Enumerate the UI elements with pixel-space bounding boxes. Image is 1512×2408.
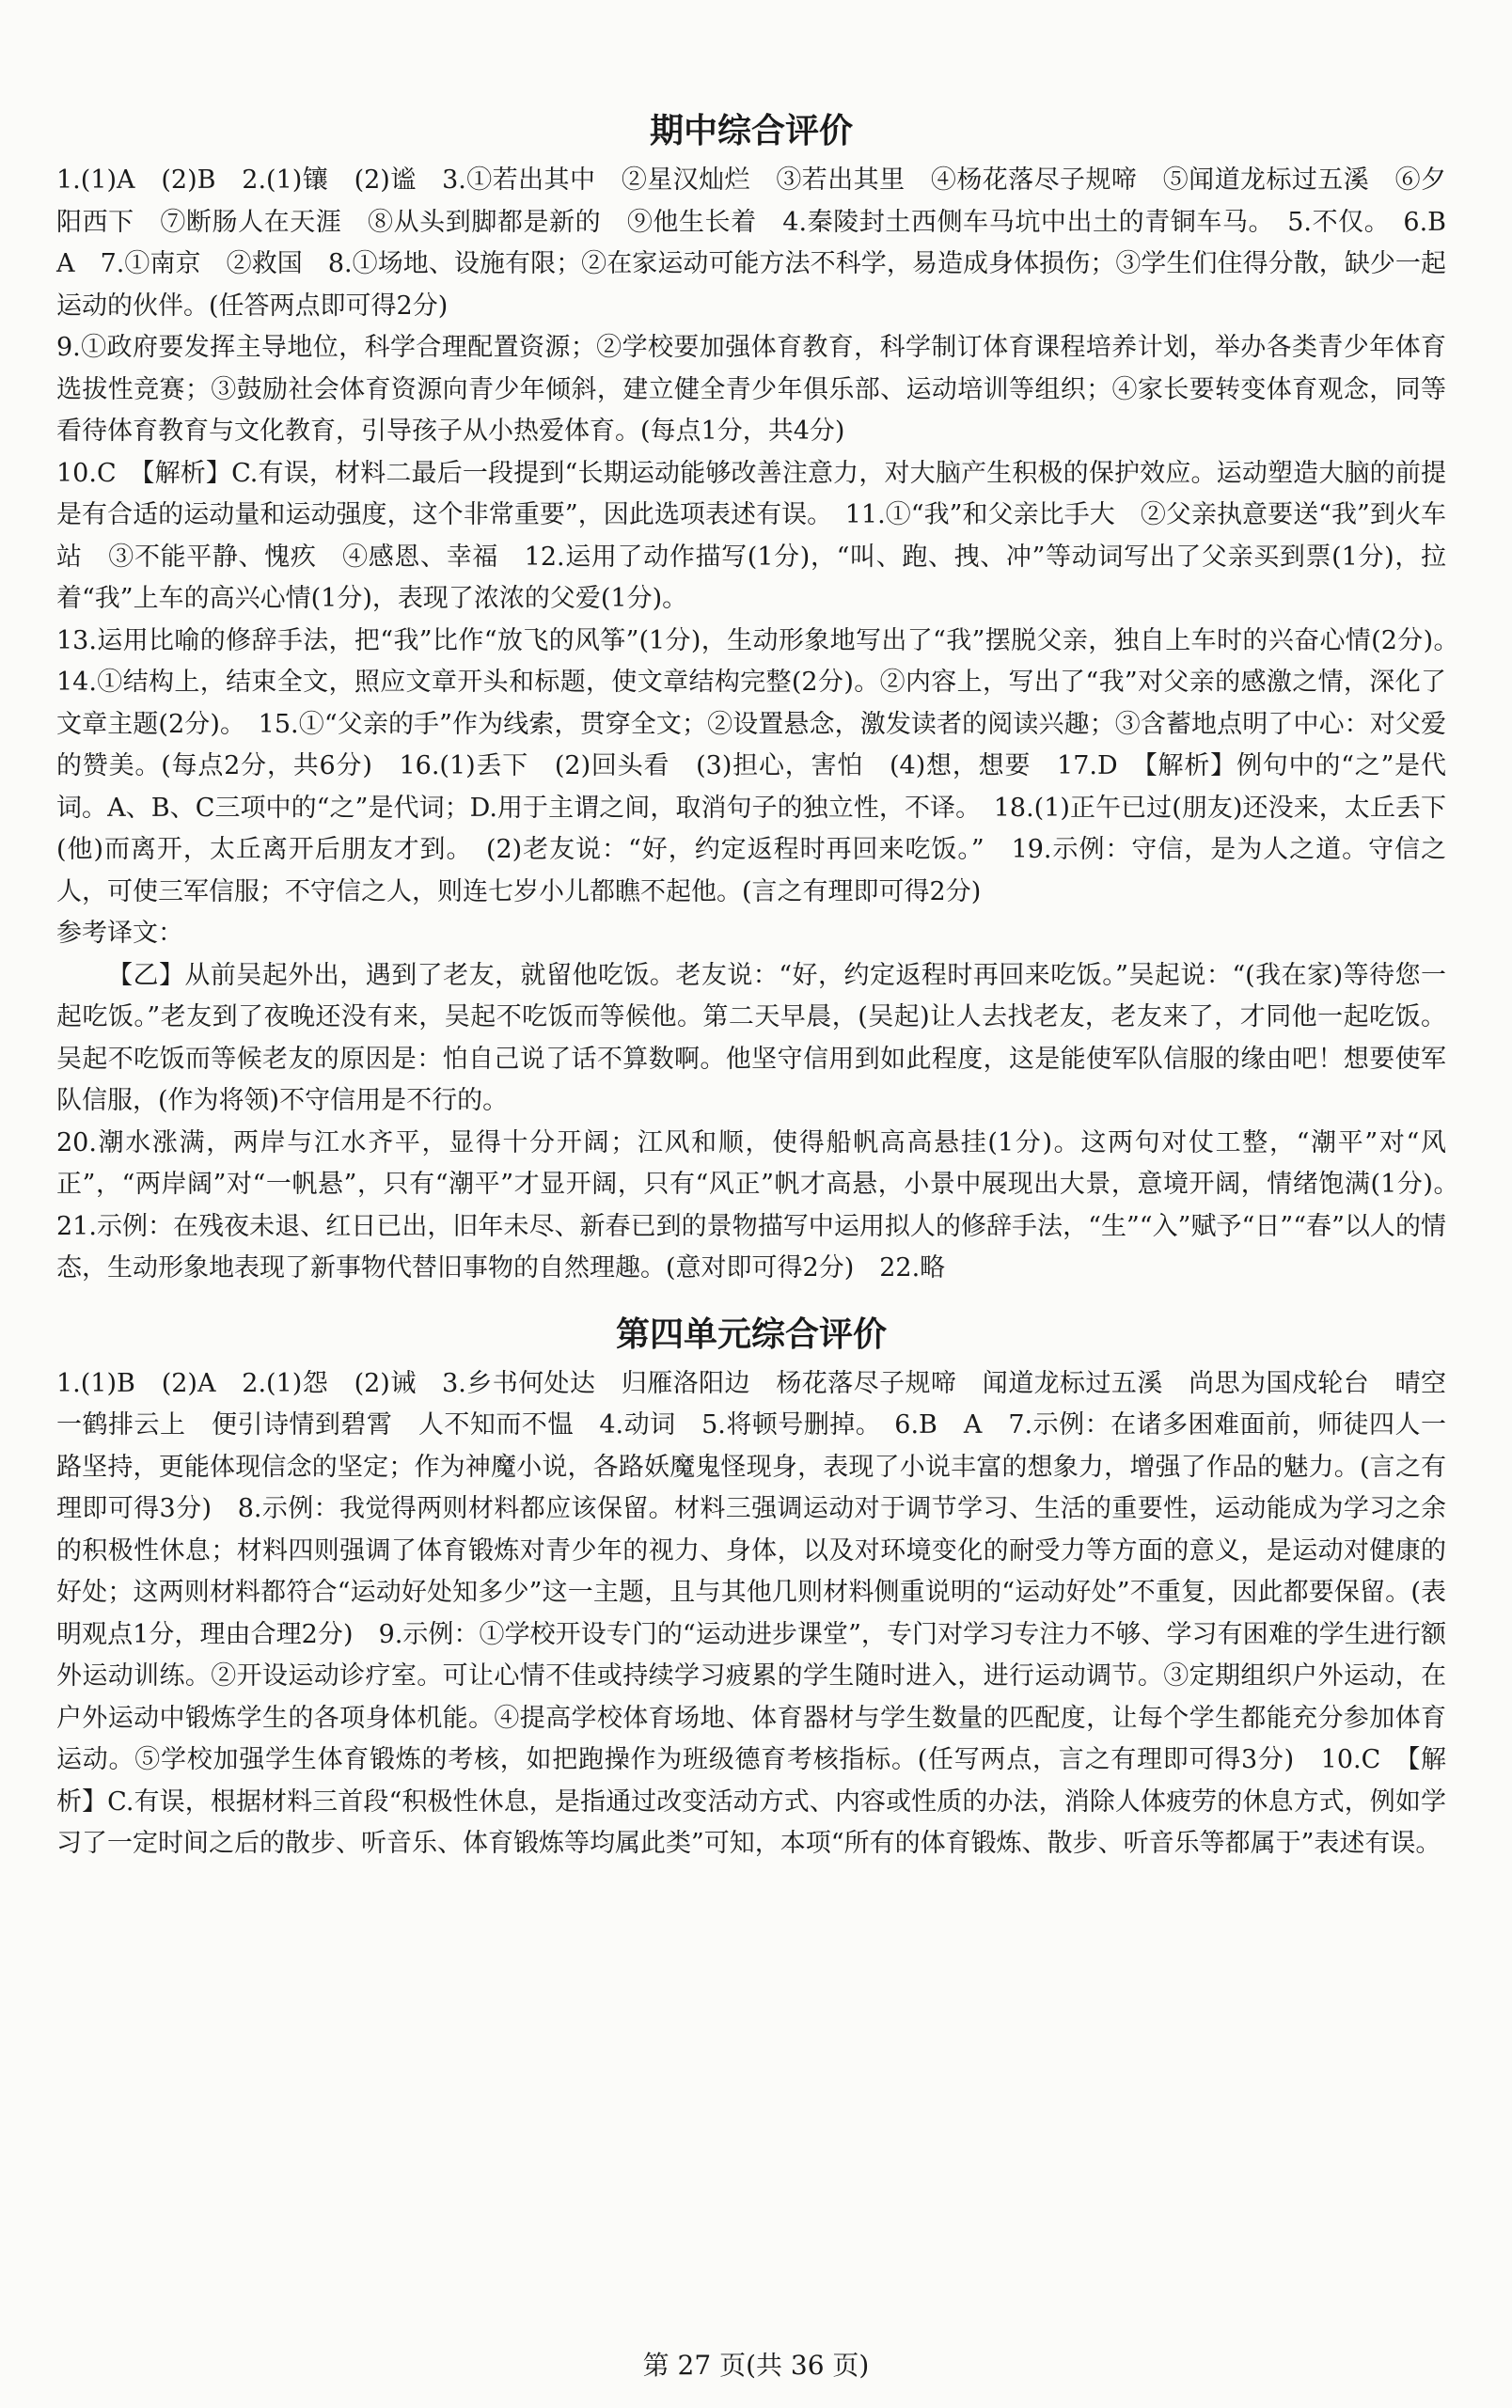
answer-paragraph: 1.(1)A (2)B 2.(1)镶 (2)谧 3.①若出其中 ②星汉灿烂 ③若出其里 ④杨花落尽子规啼 ⑤闻道龙标过五溪 ⑥夕阳西下 ⑦断肠人在天涯 ⑧从头到脚都是新的 ⑨他生长着 4.秦陵封土西侧车马坑中出土的青铜车马。 5.不仅。 6.B A 7.①南京 ②救国 8.①场地、设施有限；②在家运动可能方法不科学，易造成身体损伤；③学生们住得分散，缺少一起运动的伙伴。(任答两点即可得2分) xyxy=(56,165,1472,321)
reference-heading: 参考译文： xyxy=(56,919,183,948)
answer-paragraph: 13.运用比喻的修辞手法，把“我”比作“放飞的风筝”(1分)，生动形象地写出了“我”摆脱父亲，独自上车时的兴奋心情(2分)。 14.①结构上，结束全文，照应文章开头和标题，使文章结构完整(2分)。②内容上，写出了“我”对父亲的感激之情，深化了文章主题(2分)。 15.①“父亲的手”作为线索，贯穿全文；②设置悬念，激发读者的阅读兴趣；③含蓄地点明了中心：对父爱的赞美。(每点2分，共6分) 16.(1)丢下 (2)回头看 (3)担心，害怕 (4)想，想要 17.D 【解析】例句中的“之”是代词。A、B、C三项中的“之”是代词；D.用于主谓之间，取消句子的独立性，不译。 18.(1)正午已过(朋友)还没来，太丘丢下(他)而离开，太丘离开后朋友才到。 (2)老友说：“好，约定返程时再回来吃饭。” 19.示例：守信，是为人之道。守信之人，可使三军信服；不守信之人，则连七岁小儿都瞧不起他。(言之有理即可得2分) xyxy=(56,625,1472,906)
answer-paragraph: 9.①政府要发挥主导地位，科学合理配置资源；②学校要加强体育教育，科学制订体育课程培养计划，举办各类青少年体育选拔性竞赛；③鼓励社会体育资源向青少年倾斜，建立健全青少年俱乐部、运动培训等组织；④家长要转变体育观念，同等看待体育教育与文化教育，引导孩子从小热爱体育。(每点1分，共4分) xyxy=(56,333,1446,446)
answer-paragraph: 1.(1)B (2)A 2.(1)怨 (2)诫 3.乡书何处达 归雁洛阳边 杨花落尽子规啼 闻道龙标过五溪 尚思为国戍轮台 晴空一鹤排云上 便引诗情到碧霄 人不知而不愠 4.动词 5.将顿号删掉。 6.B A 7.示例：在诸多困难面前，师徒四人一路坚持，更能体现信念的坚定；作为神魔小说，各路妖魔鬼怪现身，表现了小说丰富的想象力，增强了作品的魅力。(言之有理即可得3分) 8.示例：我觉得两则材料都应该保留。材料三强调运动对于调节学习、生活的重要性，运动能成为学习之余的积极性休息；材料四则强调了体育锻炼对青少年的视力、身体，以及对环境变化的耐受力等方面的意义，是运动对健康的好处；这两则材料都符合“运动好处知多少”这一主题，且与其他几则材料侧重说明的“运动好处”不重复，因此都要保留。(表明观点1分，理由合理2分) 9.示例：①学校开设专门的“运动进步课堂”，专门对学习专注力不够、学习有困难的学生进行额外运动训练。②开设运动诊疗室。可让心情不佳或持续学习疲累的学生随时进入，进行运动调节。③定期组织户外运动，在户外运动中锻炼学生的各项身体机能。④提高学校体育场地、体育器材与学生数量的匹配度，让每个学生都能充分参加体育运动。⑤学校加强学生体育锻炼的考核，如把跑操作为班级德育考核指标。(任写两点，言之有理即可得3分) 10.C 【解析】C.有误，根据材料三首段“积极性休息，是指通过改变活动方式、内容或性质的办法，消除人体疲劳的休息方式，例如学习了一定时间之后的散步、听音乐、体育锻炼等均属此类”可知，本项“所有的体育锻炼、散步、听音乐等都属于”表述有误。 xyxy=(56,1368,1446,1858)
section-title: 期中综合评价 xyxy=(649,112,853,150)
unit-four-section xyxy=(56,1307,1446,1865)
midterm-section xyxy=(56,103,1472,1290)
translation-paragraph: 【乙】从前吴起外出，遇到了老友，就留他吃饭。老友说：“好，约定返程时再回来吃饭。”吴起说：“(我在家)等待您一起吃饭。”老友到了夜晚还没有来，吴起不吃饭而等候他。第二天早晨，(吴起)让人去找老友，老友来了，才同他一起吃饭。吴起不吃饭而等候老友的原因是：怕自己说了话不算数啊。他坚守信用到如此程度，这是能使军队信服的缘由吧！想要使军队信服，(作为将领)不守信用是不行的。 xyxy=(56,960,1446,1115)
answer-paragraph: 10.C 【解析】C.有误，材料二最后一段提到“长期运动能够改善注意力，对大脑产生积极的保护效应。运动塑造大脑的前提是有合适的运动量和运动强度，这个非常重要”，因此选项表述有误。 11.①“我”和父亲比手大 ②父亲执意要送“我”到火车站 ③不能平静、愧疚 ④感恩、幸福 12.运用了动作描写(1分)，“叫、跑、拽、冲”等动词写出了父亲买到票(1分)，拉着“我”上车的高兴心情(1分)，表现了浓浓的父爱(1分)。 xyxy=(56,458,1446,613)
section-title: 第四单元综合评价 xyxy=(615,1314,887,1354)
page-number: 第 27 页(共 36 页) xyxy=(642,2350,870,2381)
answer-paragraph: 20.潮水涨满，两岸与江水齐平，显得十分开阔；江风和顺，使得船帆高高悬挂(1分)。这两句对仗工整，“潮平”对“风正”，“两岸阔”对“一帆悬”，只有“潮平”才显开阔，只有“风正”帆才高悬，小景中展现出大景，意境开阔，情绪饱满(1分)。 21.示例：在残夜未退、红日已出，旧年未尽、新春已到的景物描写中运用拟人的修辞手法，“生”“入”赋予“日”“春”以人的情态，生动形象地表现了新事物代替旧事物的自然理趣。(意对即可得2分) 22.略 xyxy=(56,1127,1472,1283)
